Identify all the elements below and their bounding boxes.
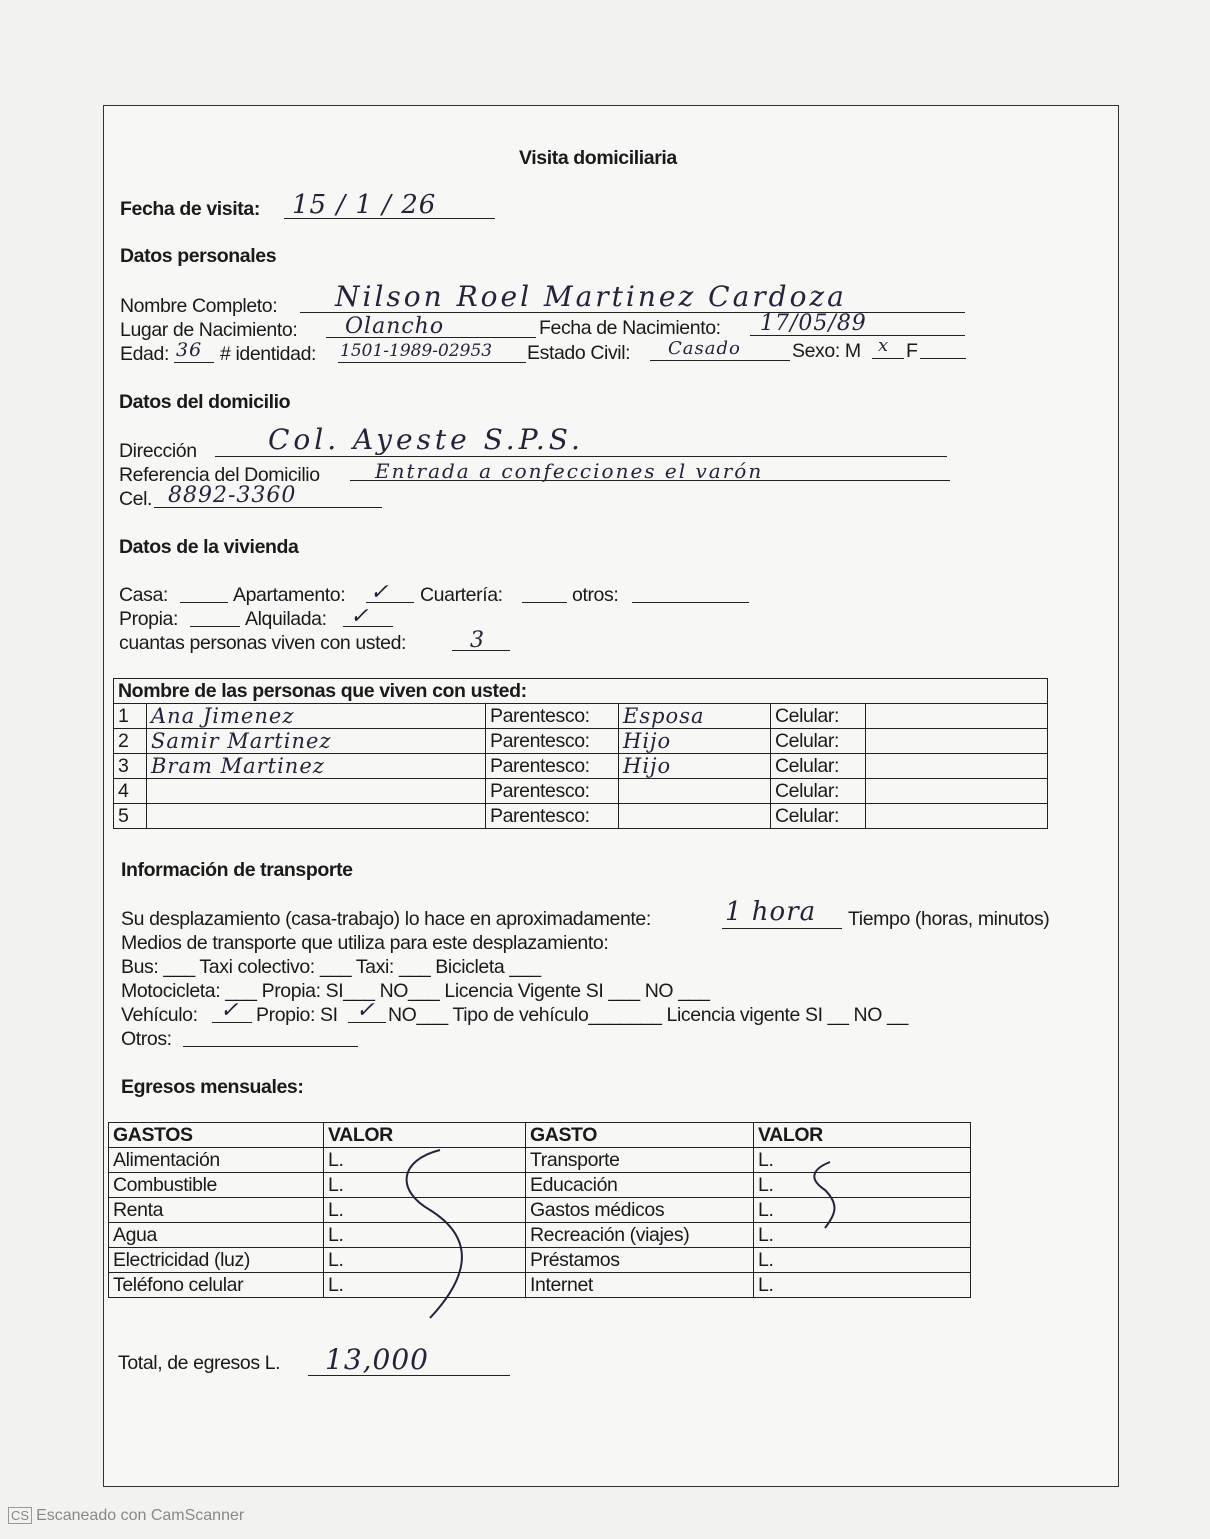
- sexo-m-mark: x: [878, 335, 890, 356]
- desp-value: 1 hora: [725, 897, 817, 927]
- lugar-label: Lugar de Nacimiento:: [120, 319, 298, 341]
- edad-label: Edad:: [120, 343, 169, 365]
- fecha-visita-value: 15 / 1 / 26: [292, 190, 437, 220]
- dir-label: Dirección: [119, 440, 197, 462]
- medios-label: Medios de transporte que utiliza para este desplazamiento:: [121, 932, 609, 954]
- personal-heading: Datos personales: [120, 245, 277, 267]
- propio-label: Propio: SI: [256, 1004, 338, 1026]
- table-row: Combustible L. Educación L.: [109, 1173, 971, 1198]
- otros-label: otros:: [572, 584, 619, 606]
- table-row: 5 Parentesco: Celular:: [114, 804, 1048, 829]
- fecha-nac-label: Fecha de Nacimiento:: [539, 317, 721, 339]
- table-row: Electricidad (luz) L. Préstamos L.: [109, 1248, 971, 1273]
- household-header: Nombre de las personas que viven con usted:: [114, 679, 1048, 704]
- nombre-value: Nilson Roel Martinez Cardoza: [335, 280, 847, 313]
- transporte-line2: Motocicleta: ___ Propia: SI___ NO___ Licencia Vigente SI ___ NO ___: [121, 980, 710, 1002]
- table-row: Renta L. Gastos médicos L.: [109, 1198, 971, 1223]
- cuarteria-label: Cuartería:: [420, 584, 503, 606]
- apartamento-label: Apartamento:: [233, 584, 346, 606]
- nombre-label: Nombre Completo:: [120, 295, 278, 317]
- casa-label: Casa:: [119, 584, 168, 606]
- vehiculo-mark: ✓: [220, 998, 240, 1023]
- vivienda-heading: Datos de la vivienda: [119, 536, 299, 558]
- ref-value: Entrada a confecciones el varón: [375, 459, 764, 483]
- member-relation: Hijo: [623, 728, 672, 753]
- table-row: 3 Bram Martinez Parentesco: Hijo Celular:: [114, 754, 1048, 779]
- lugar-value: Olancho: [345, 314, 445, 339]
- fecha-nac-value: 17/05/89: [760, 311, 867, 336]
- member-relation: Hijo: [623, 753, 672, 778]
- personas-value: 3: [470, 628, 485, 653]
- transporte-line1: Bus: ___ Taxi colectivo: ___ Taxi: ___ Bicicleta ___: [121, 956, 541, 978]
- scanner-watermark: CS Escaneado con CamScanner: [8, 1507, 244, 1525]
- desp-suffix: Tiempo (horas, minutos): [848, 908, 1050, 930]
- vehiculo-label: Vehículo:: [121, 1004, 198, 1026]
- id-label: # identidad:: [220, 343, 317, 365]
- propia-label: Propia:: [119, 608, 178, 630]
- table-row: 1 Ana Jimenez Parentesco: Esposa Celular:: [114, 704, 1048, 729]
- egresos-table: GASTOS VALOR GASTO VALOR Alimentación L. Transporte L. Combustible L. Educación L. Renta L. Gastos médicos L. Agua L. Recreación (viajes) L. Electricidad (luz) L. Préstamos L. Teléfono celular L. Internet L.: [108, 1122, 971, 1298]
- sexo-label: Sexo: M: [792, 340, 861, 362]
- total-value: 13,000: [325, 1343, 429, 1376]
- transporte-line3: NO___ Tipo de vehículo_______ Licencia vigente SI __ NO __: [388, 1004, 908, 1026]
- sexo-f-label: F: [906, 340, 918, 362]
- cel-label: Cel.: [119, 488, 153, 510]
- civil-label: Estado Civil:: [527, 342, 631, 364]
- domicilio-heading: Datos del domicilio: [119, 391, 291, 413]
- edad-value: 36: [176, 339, 203, 361]
- personas-label: cuantas personas viven con usted:: [119, 632, 407, 654]
- member-relation: Esposa: [623, 703, 705, 728]
- otros-transporte-label: Otros:: [121, 1028, 172, 1050]
- desp-label: Su desplazamiento (casa-trabajo) lo hace en aproximadamente:: [121, 908, 651, 930]
- camscanner-logo: CS: [8, 1507, 32, 1524]
- table-row: Agua L. Recreación (viajes) L.: [109, 1223, 971, 1248]
- civil-value: Casado: [668, 338, 741, 359]
- propio-mark: ✓: [356, 998, 376, 1023]
- apartamento-mark: ✓: [370, 580, 390, 605]
- alquilada-label: Alquilada:: [245, 608, 327, 630]
- member-name: Ana Jimenez: [151, 703, 295, 728]
- table-row: Teléfono celular L. Internet L.: [109, 1273, 971, 1298]
- fecha-visita-label: Fecha de visita:: [120, 198, 260, 220]
- ref-label: Referencia del Domicilio: [119, 464, 320, 486]
- egresos-heading: Egresos mensuales:: [121, 1076, 304, 1098]
- member-name: Samir Martinez: [151, 728, 332, 753]
- table-row: 4 Parentesco: Celular:: [114, 779, 1048, 804]
- member-name: Bram Martinez: [151, 753, 325, 778]
- transporte-heading: Información de transporte: [121, 859, 353, 881]
- table-row: Alimentación L. Transporte L.: [109, 1148, 971, 1173]
- total-label: Total, de egresos L.: [118, 1352, 281, 1374]
- alquilada-mark: ✓: [350, 604, 370, 629]
- page-title: Visita domiciliaria: [519, 147, 677, 169]
- id-value: 1501-1989-02953: [340, 341, 493, 361]
- table-row: 2 Samir Martinez Parentesco: Hijo Celular:: [114, 729, 1048, 754]
- cel-value: 8892-3360: [168, 483, 297, 508]
- dir-value: Col. Ayeste S.P.S.: [268, 423, 584, 456]
